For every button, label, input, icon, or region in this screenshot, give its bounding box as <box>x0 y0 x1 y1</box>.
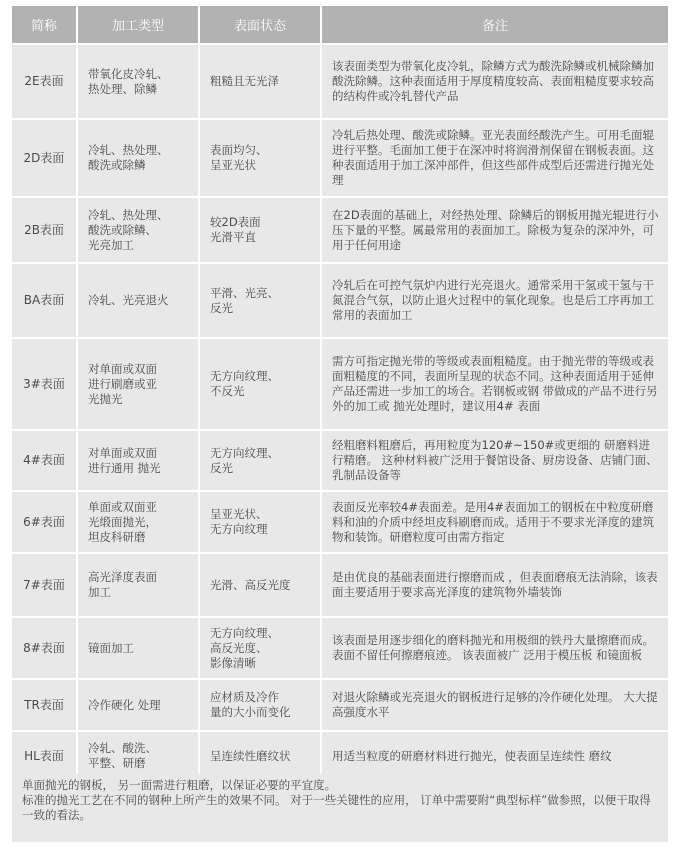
cell-surface: 无方向纹理、 高反光度、 影像清晰 <box>200 616 322 678</box>
cell-process: 冷轧、光亮退火 <box>78 262 200 337</box>
cell-abbr: BA表面 <box>12 262 78 337</box>
cell-surface: 呈连续性磨纹状 <box>200 730 322 780</box>
cell-note: 冷轧后热处理、酸洗或除鳞。亚光表面经酸洗产生。可用毛面辊进行平整。毛面加工便于在深冲时将润滑剂保留在钢板表面。这种表面适用于加工深冲部件，但这些部件成型后还需进行抛光处理 <box>322 118 668 196</box>
cell-note: 表面反光率较4#表面差。是用4#表面加工的钢板在中粒度研磨料和油的介质中经坦皮科刷磨而成。适用于不要求光泽度的建筑物和装饰。研磨粒度可由需方指定 <box>322 490 668 552</box>
cell-abbr: 2B表面 <box>12 196 78 262</box>
cell-abbr: 6#表面 <box>12 490 78 552</box>
cell-note: 需方可指定抛光带的等级或表面粗糙度。由于抛光带的等级或表面粗糙度的不同，表面所呈现的状态不同。这种表面适用于延伸产品还需进一步加工的场合。若钢板或钢 带做成的产品不进行另外的加工或 抛光处理时，建议用4# 表面 <box>322 337 668 429</box>
cell-note: 是由优良的基础表面进行擦磨而成 ，但表面磨痕无法消除，该表面主要适用于要求高光泽度的建筑物外墙装饰 <box>322 552 668 616</box>
table-row <box>12 43 668 118</box>
table-row <box>12 552 668 616</box>
cell-note: 该表面是用逐步细化的磨料抛光和用极细的铁丹大量擦磨而成。 表面不留任何擦磨痕迹。 该表面被广 泛用于模压板 和镜面板 <box>322 616 668 678</box>
cell-process: 单面或双面亚 光缎面抛光， 坦皮科研磨 <box>78 490 200 552</box>
cell-process: 冷轧、酸洗、 平整、研磨 <box>78 730 200 780</box>
cell-abbr: 2D表面 <box>12 118 78 196</box>
footnote-panel <box>12 774 668 842</box>
cell-surface: 无方向纹理、 反光 <box>200 429 322 490</box>
cell-note: 经粗磨料粗磨后，再用粒度为120#~150#或更细的 研磨料进行精磨。 这种材料被广泛用于餐馆设备、厨房设备、店铺门面、乳制品设备等 <box>322 429 668 490</box>
cell-process: 高光泽度表面 加工 <box>78 552 200 616</box>
table-row <box>12 490 668 552</box>
cell-abbr: 7#表面 <box>12 552 78 616</box>
cell-note: 该表面类型为带氧化皮冷轧，除鳞方式为酸洗除鳞或机械除鳞加酸洗除鳞。这种表面适用于厚度精度较高、表面粗糙度要求较高的结构件或冷轧替代产品 <box>322 43 668 118</box>
table-row <box>12 616 668 678</box>
footnote-line: 标准的抛光工艺在不同的钢种上所产生的效果不同。 对于一些关键性的应用， 订单中需要附“典型标样”做参照，以便干取得一致的看法。 <box>22 793 651 822</box>
table-row <box>12 429 668 490</box>
cell-abbr: HL表面 <box>12 730 78 780</box>
table-row <box>12 337 668 429</box>
cell-abbr: 4#表面 <box>12 429 78 490</box>
table-row <box>12 730 668 780</box>
cell-note: 对退火除鳞或光亮退火的钢板进行足够的冷作硬化处理。 大大提高强度水平 <box>322 678 668 730</box>
cell-surface: 平滑、光亮、 反光 <box>200 262 322 337</box>
cell-abbr: 2E表面 <box>12 43 78 118</box>
table-row <box>12 196 668 262</box>
cell-surface: 应材质及冷作 量的大小而变化 <box>200 678 322 730</box>
cell-process: 冷轧、热处理、 酸洗或除鳞、 光亮加工 <box>78 196 200 262</box>
cell-surface: 光滑、高反光度 <box>200 552 322 616</box>
cell-process: 冷作硬化 处理 <box>78 678 200 730</box>
cell-note: 在2D表面的基础上，对经热处理、除鳞后的钢板用抛光辊进行小压下量的平整。属最常用的表面加工。除极为复杂的深冲外，可用于任何用途 <box>322 196 668 262</box>
cell-surface: 粗糙且无光泽 <box>200 43 322 118</box>
cell-process: 带氧化皮冷轧、 热处理、除鳞 <box>78 43 200 118</box>
cell-surface: 较2D表面 光滑平直 <box>200 196 322 262</box>
table-row <box>12 118 668 196</box>
table-row <box>12 678 668 730</box>
cell-process: 对单面或双面 进行通用 抛光 <box>78 429 200 490</box>
cell-abbr: 8#表面 <box>12 616 78 678</box>
header-process: 加工类型 <box>78 6 200 43</box>
table-header-row <box>12 6 668 43</box>
cell-surface: 表面均匀、 呈亚光状 <box>200 118 322 196</box>
footnote-line: 单面抛光的钢板， 另一面需进行粗磨，以保证必要的平宜度。 <box>22 778 337 792</box>
cell-process: 冷轧、热处理、 酸洗或除鳞 <box>78 118 200 196</box>
surface-finish-table <box>12 6 668 780</box>
cell-abbr: 3#表面 <box>12 337 78 429</box>
cell-abbr: TR表面 <box>12 678 78 730</box>
cell-surface: 呈亚光状、 无方向纹理 <box>200 490 322 552</box>
cell-note: 用适当粒度的研磨材料进行抛光，使表面呈连续性 磨纹 <box>322 730 668 780</box>
cell-surface: 无方向纹理、 不反光 <box>200 337 322 429</box>
header-note: 备注 <box>322 6 668 43</box>
cell-note: 冷轧后在可控气氛炉内进行光亮退火。通常采用干氢或干氢与干氮混合气氛，以防止退火过程中的氧化现象。也是后工序再加工常用的表面加工 <box>322 262 668 337</box>
header-abbr: 简称 <box>12 6 78 43</box>
cell-process: 镜面加工 <box>78 616 200 678</box>
cell-process: 对单面或双面 进行刷磨或亚 光抛光 <box>78 337 200 429</box>
table-row <box>12 262 668 337</box>
header-surface: 表面状态 <box>200 6 322 43</box>
